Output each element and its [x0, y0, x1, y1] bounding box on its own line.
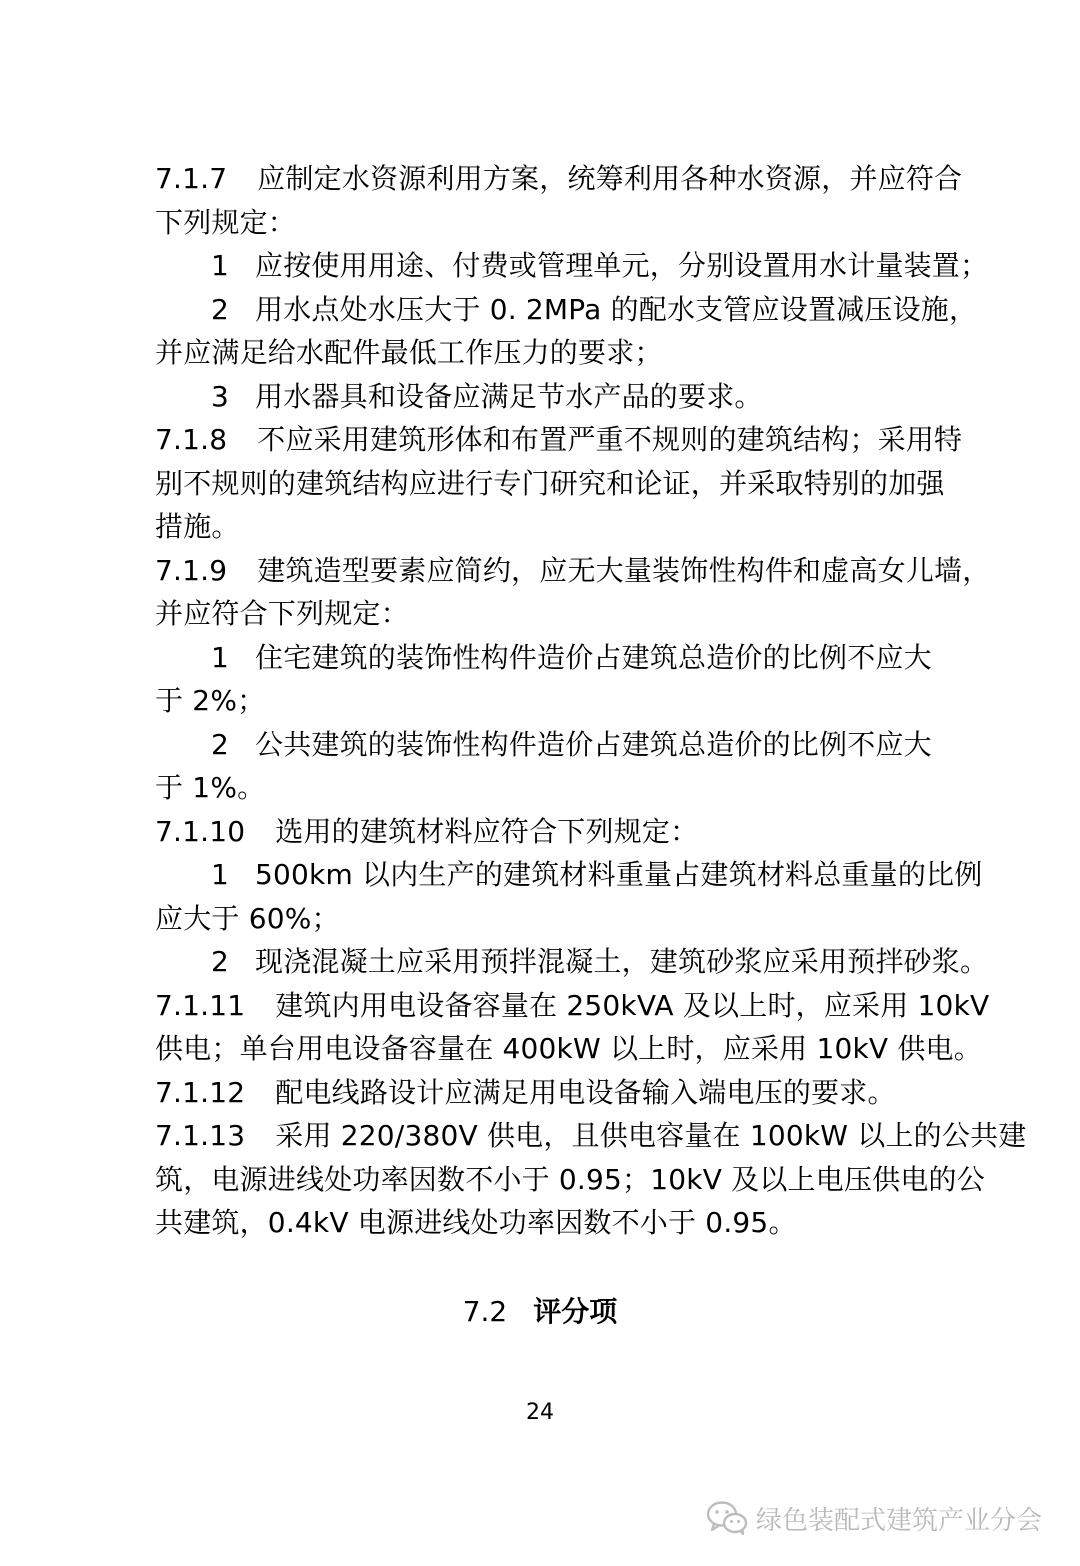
line-text: 建筑造型要素应简约，应无大量装饰性构件和虚高女儿墙，	[257, 553, 991, 587]
line-text: 共建筑，0.4kV 电源进线处功率因数不小于 0.95。	[155, 1206, 797, 1239]
item-number: 3	[211, 379, 230, 413]
clause-line	[155, 549, 991, 593]
wechat-icon	[706, 1500, 748, 1536]
line-text: 别不规则的建筑结构应进行专门研究和论证，并采取特别的加强	[155, 466, 945, 500]
list-item-line	[155, 853, 985, 897]
line-text: 应大于 60%；	[155, 901, 340, 935]
line-text: 筑，电源进线处功率因数不小于 0.95；10kV 及以上电压供电的公	[155, 1162, 985, 1196]
section-heading	[0, 1290, 1080, 1334]
clause-number: 7.1.7	[155, 162, 228, 195]
continuation-line	[155, 201, 985, 245]
continuation-line	[155, 462, 985, 506]
line-text: 应制定水资源利用方案，统筹利用各种水资源，并应符合	[257, 162, 963, 195]
line-text: 供电；单台用电设备容量在 400kW 以上时，应采用 10kV 供电。	[155, 1032, 982, 1065]
clause-line	[155, 418, 985, 462]
clause-line	[155, 1114, 1027, 1158]
continuation-line	[155, 592, 985, 636]
document-body	[155, 157, 1027, 1245]
item-number: 1	[211, 640, 230, 674]
page-number: 24	[526, 1400, 554, 1425]
line-text: 措施。	[155, 510, 240, 543]
line-text: 选用的建筑材料应符合下列规定：	[275, 814, 699, 848]
line-text: 用水器具和设备应满足节水产品的要求。	[255, 379, 763, 413]
clause-line	[155, 810, 985, 854]
clause-number: 7.1.13	[155, 1119, 246, 1152]
list-item-line	[155, 288, 985, 332]
clause-number: 7.1.9	[155, 553, 228, 587]
section-title: 评分项	[533, 1295, 618, 1328]
clause-number: 7.1.12	[155, 1075, 246, 1109]
list-item-line	[155, 244, 989, 288]
list-item-line	[155, 940, 989, 984]
item-number: 1	[211, 858, 230, 891]
line-text: 500km 以内生产的建筑材料重量占建筑材料总重量的比例	[255, 858, 983, 891]
continuation-line	[155, 679, 985, 723]
clause-line	[155, 984, 990, 1028]
line-text: 住宅建筑的装饰性构件造价占建筑总造价的比例不应大	[255, 640, 932, 674]
clause-number: 7.1.8	[155, 423, 228, 456]
section-number: 7.2	[462, 1295, 508, 1328]
continuation-line	[155, 1158, 985, 1202]
line-text: 不应采用建筑形体和布置严重不规则的建筑结构；采用特	[257, 423, 963, 456]
clause-line	[155, 157, 985, 201]
list-item-line	[155, 723, 985, 767]
line-text: 采用 220/380V 供电，且供电容量在 100kW 以上的公共建	[275, 1119, 1027, 1152]
continuation-line	[155, 1201, 985, 1245]
line-text: 于 2%；	[155, 684, 266, 717]
list-item-line	[155, 375, 985, 419]
item-number: 1	[211, 249, 230, 282]
line-text: 于 1%。	[155, 771, 266, 804]
continuation-line	[155, 331, 985, 375]
clause-line	[155, 1071, 985, 1115]
continuation-line	[155, 505, 985, 549]
clause-number: 7.1.10	[155, 814, 246, 848]
line-text: 并应符合下列规定：	[155, 597, 409, 630]
line-text: 应按使用用途、付费或管理单元，分别设置用水计量装置；	[255, 249, 989, 282]
list-item-line	[155, 636, 985, 680]
watermark	[706, 1498, 1042, 1538]
continuation-line	[155, 897, 985, 941]
line-text: 建筑内用电设备容量在 250kVA 及以上时，应采用 10kV	[275, 988, 990, 1022]
watermark-text: 绿色装配式建筑产业分会	[756, 1505, 1043, 1536]
line-text: 用水点处水压大于 0. 2MPa 的配水支管应设置减压设施，	[255, 292, 978, 326]
item-number: 2	[211, 292, 230, 326]
clause-number: 7.1.11	[155, 988, 246, 1022]
line-text: 下列规定：	[155, 205, 297, 239]
continuation-line	[155, 766, 985, 810]
line-text: 公共建筑的装饰性构件造价占建筑总造价的比例不应大	[255, 727, 932, 761]
line-text: 现浇混凝土应采用预拌混凝土，建筑砂浆应采用预拌砂浆。	[255, 945, 989, 978]
continuation-line	[155, 1027, 985, 1071]
item-number: 2	[211, 945, 230, 978]
line-text: 配电线路设计应满足用电设备输入端电压的要求。	[275, 1075, 896, 1109]
line-text: 并应满足给水配件最低工作压力的要求；	[155, 336, 663, 369]
item-number: 2	[211, 727, 230, 761]
